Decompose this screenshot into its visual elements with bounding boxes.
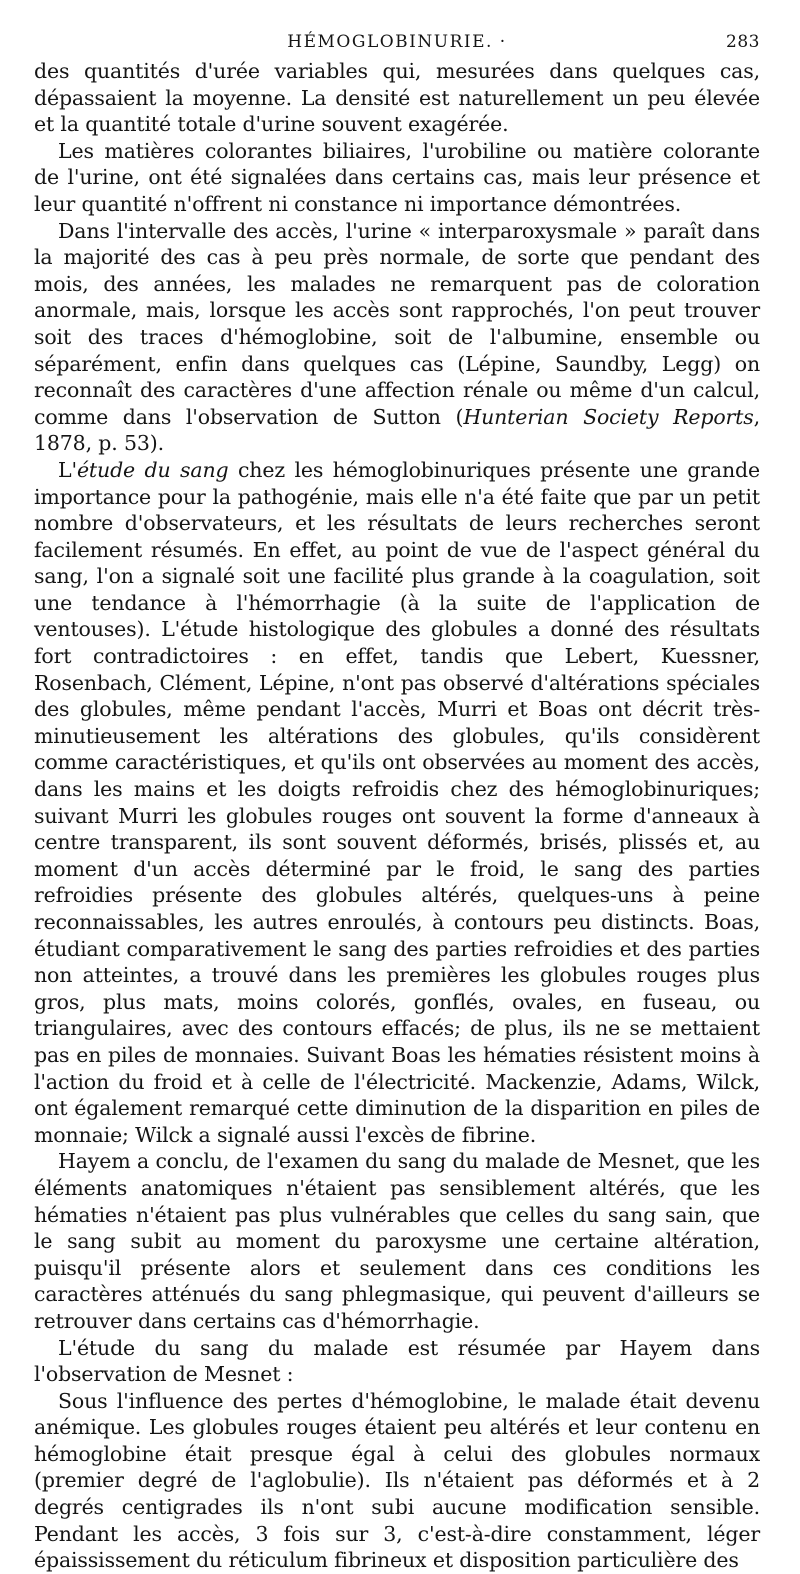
paragraph-5-text: Hayem a conclu, de l'examen du sang du malade de Mesnet, que les éléments anatomiques n'étaient pas sensiblement altérés, que les hématies n'étaient pas plus vulnérables que celles du sang sain, que le sang subit au moment du paroxysme une certaine altération, puisqu'il présente alors et seulement dans ces conditions les caractères atténués du sang phlegmasique, qui peuvent d'ailleurs se retrouver dans certains cas d'hémorrhagie. [34,1149,760,1333]
body-text [34,58,760,1574]
page-number: 283 [726,32,760,52]
paragraph-2-text: Les matières colorantes biliaires, l'urobiline ou matière colorante de l'urine, ont été signalées dans certains cas, mais leur présence et leur quantité n'offrent ni constance ni importance démontrées. [34,138,760,216]
paragraph-7-text: Sous l'influence des pertes d'hémoglobine, le malade était devenu anémique. Les globules rouges étaient peu altérés et leur contenu en hémoglobine était presque égal à celui des globules normaux (premier degré de l'aglobulie). Ils n'étaient pas déformés et à 2 degrés centigrades ils n'ont subi aucune modification sensible. Pendant les accès, 3 fois sur 3, c'est-à-dire constamment, léger épaississement du réticulum fibrineux et disposition particulière des [34,1388,760,1573]
page-header [34,30,760,58]
paragraph-3-text: Dans l'intervalle des accès, l'urine « interparoxysmale » paraît dans la majorité des cas à peu près normale, de sorte que pendant des mois, des années, les malades ne remarquent pas de coloration anormale, mais, lorsque les accès sont rapprochés, l'on peut trouver soit des traces d'hémoglobine, soit de l'albumine, ensemble ou séparément, enfin dans quelques cas (Lépine, Saundby, Legg) on reconnaît des caractères d'une affection rénale ou même d'un calcul, comme dans l'observation de Sutton ( [34,218,760,429]
section-lead-term: étude du sang [76,457,229,482]
paragraph-1 [34,58,760,138]
paragraph-1-text: des quantités d'urée variables qui, mesurées dans quelques cas, dépassaient la moyenne. La densité est naturellement un peu élevée et la quantité totale d'urine souvent exagérée. [34,59,760,137]
paragraph-7 [34,1388,760,1574]
paragraph-5 [34,1148,760,1334]
journal-title: Hunterian Society Reports [463,404,754,429]
paragraph-6-text: L'étude du sang du malade est résumée par Hayem dans l'observation de Mesnet : [34,1335,760,1387]
paragraph-3 [34,218,760,457]
paragraph-6 [34,1335,760,1388]
running-title: HÉMOGLOBINURIE. · [287,32,507,52]
paragraph-3-citation: , 1878, p. 53). [34,404,760,456]
paragraph-4 [34,457,760,1148]
paragraph-4-prefix: L' [58,457,77,482]
paragraph-4-text: chez les hémoglobinuriques présente une grande importance pour la pathogénie, mais elle n'a été faite que par un petit nombre d'observateurs, et les résultats de leurs recherches seront facilement résumés. En effet, au point de vue de l'aspect général du sang, l'on a signalé soit une facilité plus grande à la coagulation, soit une tendance à l'hémorrhagie (à la suite de l'application de ventouses). L'étude histologique des globules a donné des résultats fort contradictoires : en effet, tandis que Lebert, Kuessner, Rosenbach, Clément, Lépine, n'ont pas observé d'altérations spéciales des globules, même pendant l'accès, Murri et Boas ont décrit très-minutieusement les altérations des globules, qu'ils considèrent comme caractéristiques, et qu'ils ont observées au moment des accès, dans les mains et les doigts refroidis chez des hémoglobinuriques; suivant Murri les globules rouges ont souvent la forme d'anneaux à centre transparent, ils sont souvent déformés, brisés, plissés et, au moment d'un accès déterminé par le froid, le sang des parties refroidies présente des globules altérés, quelques-uns à peine reconnaissables, les autres enroulés, à contours peu distincts. Boas, étudiant comparativement le sang des parties refroidies et des parties non atteintes, a trouvé dans les premières les globules rouges plus gros, plus mats, moins colorés, gonflés, ovales, en fuseau, ou triangulaires, avec des contours effacés; de plus, ils ne se mettaient pas en piles de monnaies. Suivant Boas les hématies résistent moins à l'action du froid et à celle de l'électricité. Mackenzie, Adams, Wilck, ont également remarqué cette diminution de la disparition en piles de monnaie; Wilck a signalé aussi l'excès de fibrine. [34,457,760,1147]
paragraph-2 [34,138,760,218]
